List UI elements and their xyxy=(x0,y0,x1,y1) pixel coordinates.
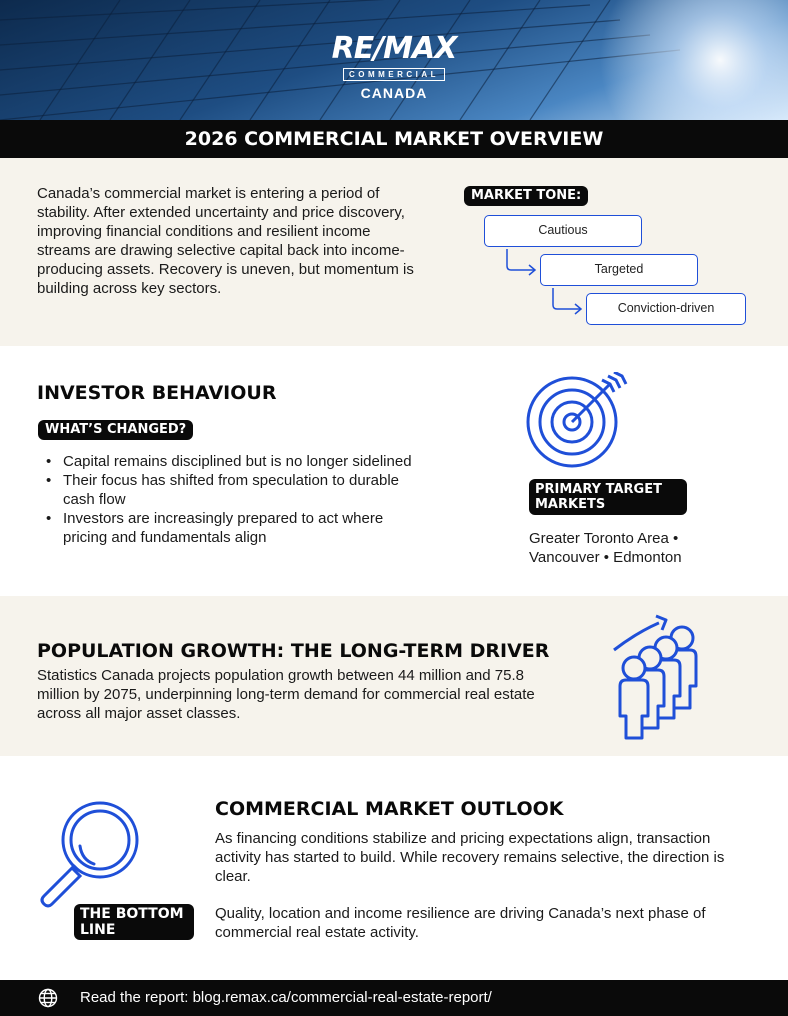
primary-target-markets-pill: PRIMARY TARGET MARKETS xyxy=(529,479,687,515)
investor-behaviour-section xyxy=(0,346,788,596)
population-heading: POPULATION GROWTH: THE LONG-TERM DRIVER xyxy=(37,640,550,662)
intro-text: Canada’s commercial market is entering a period of stability. After extended uncertainty and price discovery, improving financial conditions and resilient income streams are drawing selective capital back into income-producing assets. Recovery is uneven, but momentum is building across key sectors. xyxy=(37,185,414,297)
primary-target-markets-label xyxy=(529,479,687,515)
tone-step-cautious: Cautious xyxy=(484,215,642,247)
list-item: • Capital remains disciplined but is no longer sidelined xyxy=(46,452,426,471)
whats-changed-pill: WHAT’S CHANGED? xyxy=(38,420,193,440)
hero-banner xyxy=(0,0,788,120)
report-link[interactable]: Read the report: blog.remax.ca/commercial-real-estate-report/ xyxy=(80,989,492,1006)
bottom-line-pill: THE BOTTOM LINE xyxy=(74,904,194,940)
outlook-paragraph-1: As financing conditions stabilize and pricing expectations align, transaction activity has started to build. While recovery remains selective, the direction is clear. xyxy=(215,830,725,885)
tone-step-targeted: Targeted xyxy=(540,254,698,286)
logo-country: CANADA xyxy=(360,85,428,101)
list-item: • Their focus has shifted from speculation to durable cash flow xyxy=(46,471,426,509)
page-title: 2026 COMMERCIAL MARKET OVERVIEW xyxy=(0,120,788,158)
primary-target-markets: Greater Toronto Area • Vancouver • Edmonton xyxy=(529,530,682,566)
population-section xyxy=(0,596,788,756)
intro-section xyxy=(0,158,788,346)
market-tone-pill: MARKET TONE: xyxy=(464,186,588,206)
list-item: • Investors are increasingly prepared to act where pricing and fundamentals align xyxy=(46,509,426,547)
tone-step-conviction-driven: Conviction-driven xyxy=(586,293,746,325)
population-growth-icon xyxy=(600,608,710,743)
globe-icon xyxy=(38,988,58,1008)
footer-bar xyxy=(0,980,788,1016)
whats-changed-label xyxy=(38,420,193,440)
logo-brand: RE/MAX xyxy=(331,31,457,66)
changes-list xyxy=(46,452,426,547)
outlook-paragraph-2: Quality, location and income resilience are driving Canada’s next phase of commercial real estate activity. xyxy=(215,905,706,941)
remax-commercial-logo xyxy=(0,31,788,101)
outlook-section xyxy=(0,756,788,980)
population-text: Statistics Canada projects population growth between 44 million and 75.8 million by 2075, underpinning long-term demand for commercial real estate across all major asset classes. xyxy=(37,667,535,722)
bottom-line-label xyxy=(74,904,194,940)
magnifying-glass-icon xyxy=(36,800,146,910)
outlook-heading: COMMERCIAL MARKET OUTLOOK xyxy=(215,798,564,820)
investor-heading: INVESTOR BEHAVIOUR xyxy=(37,382,277,404)
logo-sub: COMMERCIAL xyxy=(343,68,445,81)
target-icon xyxy=(524,372,634,472)
